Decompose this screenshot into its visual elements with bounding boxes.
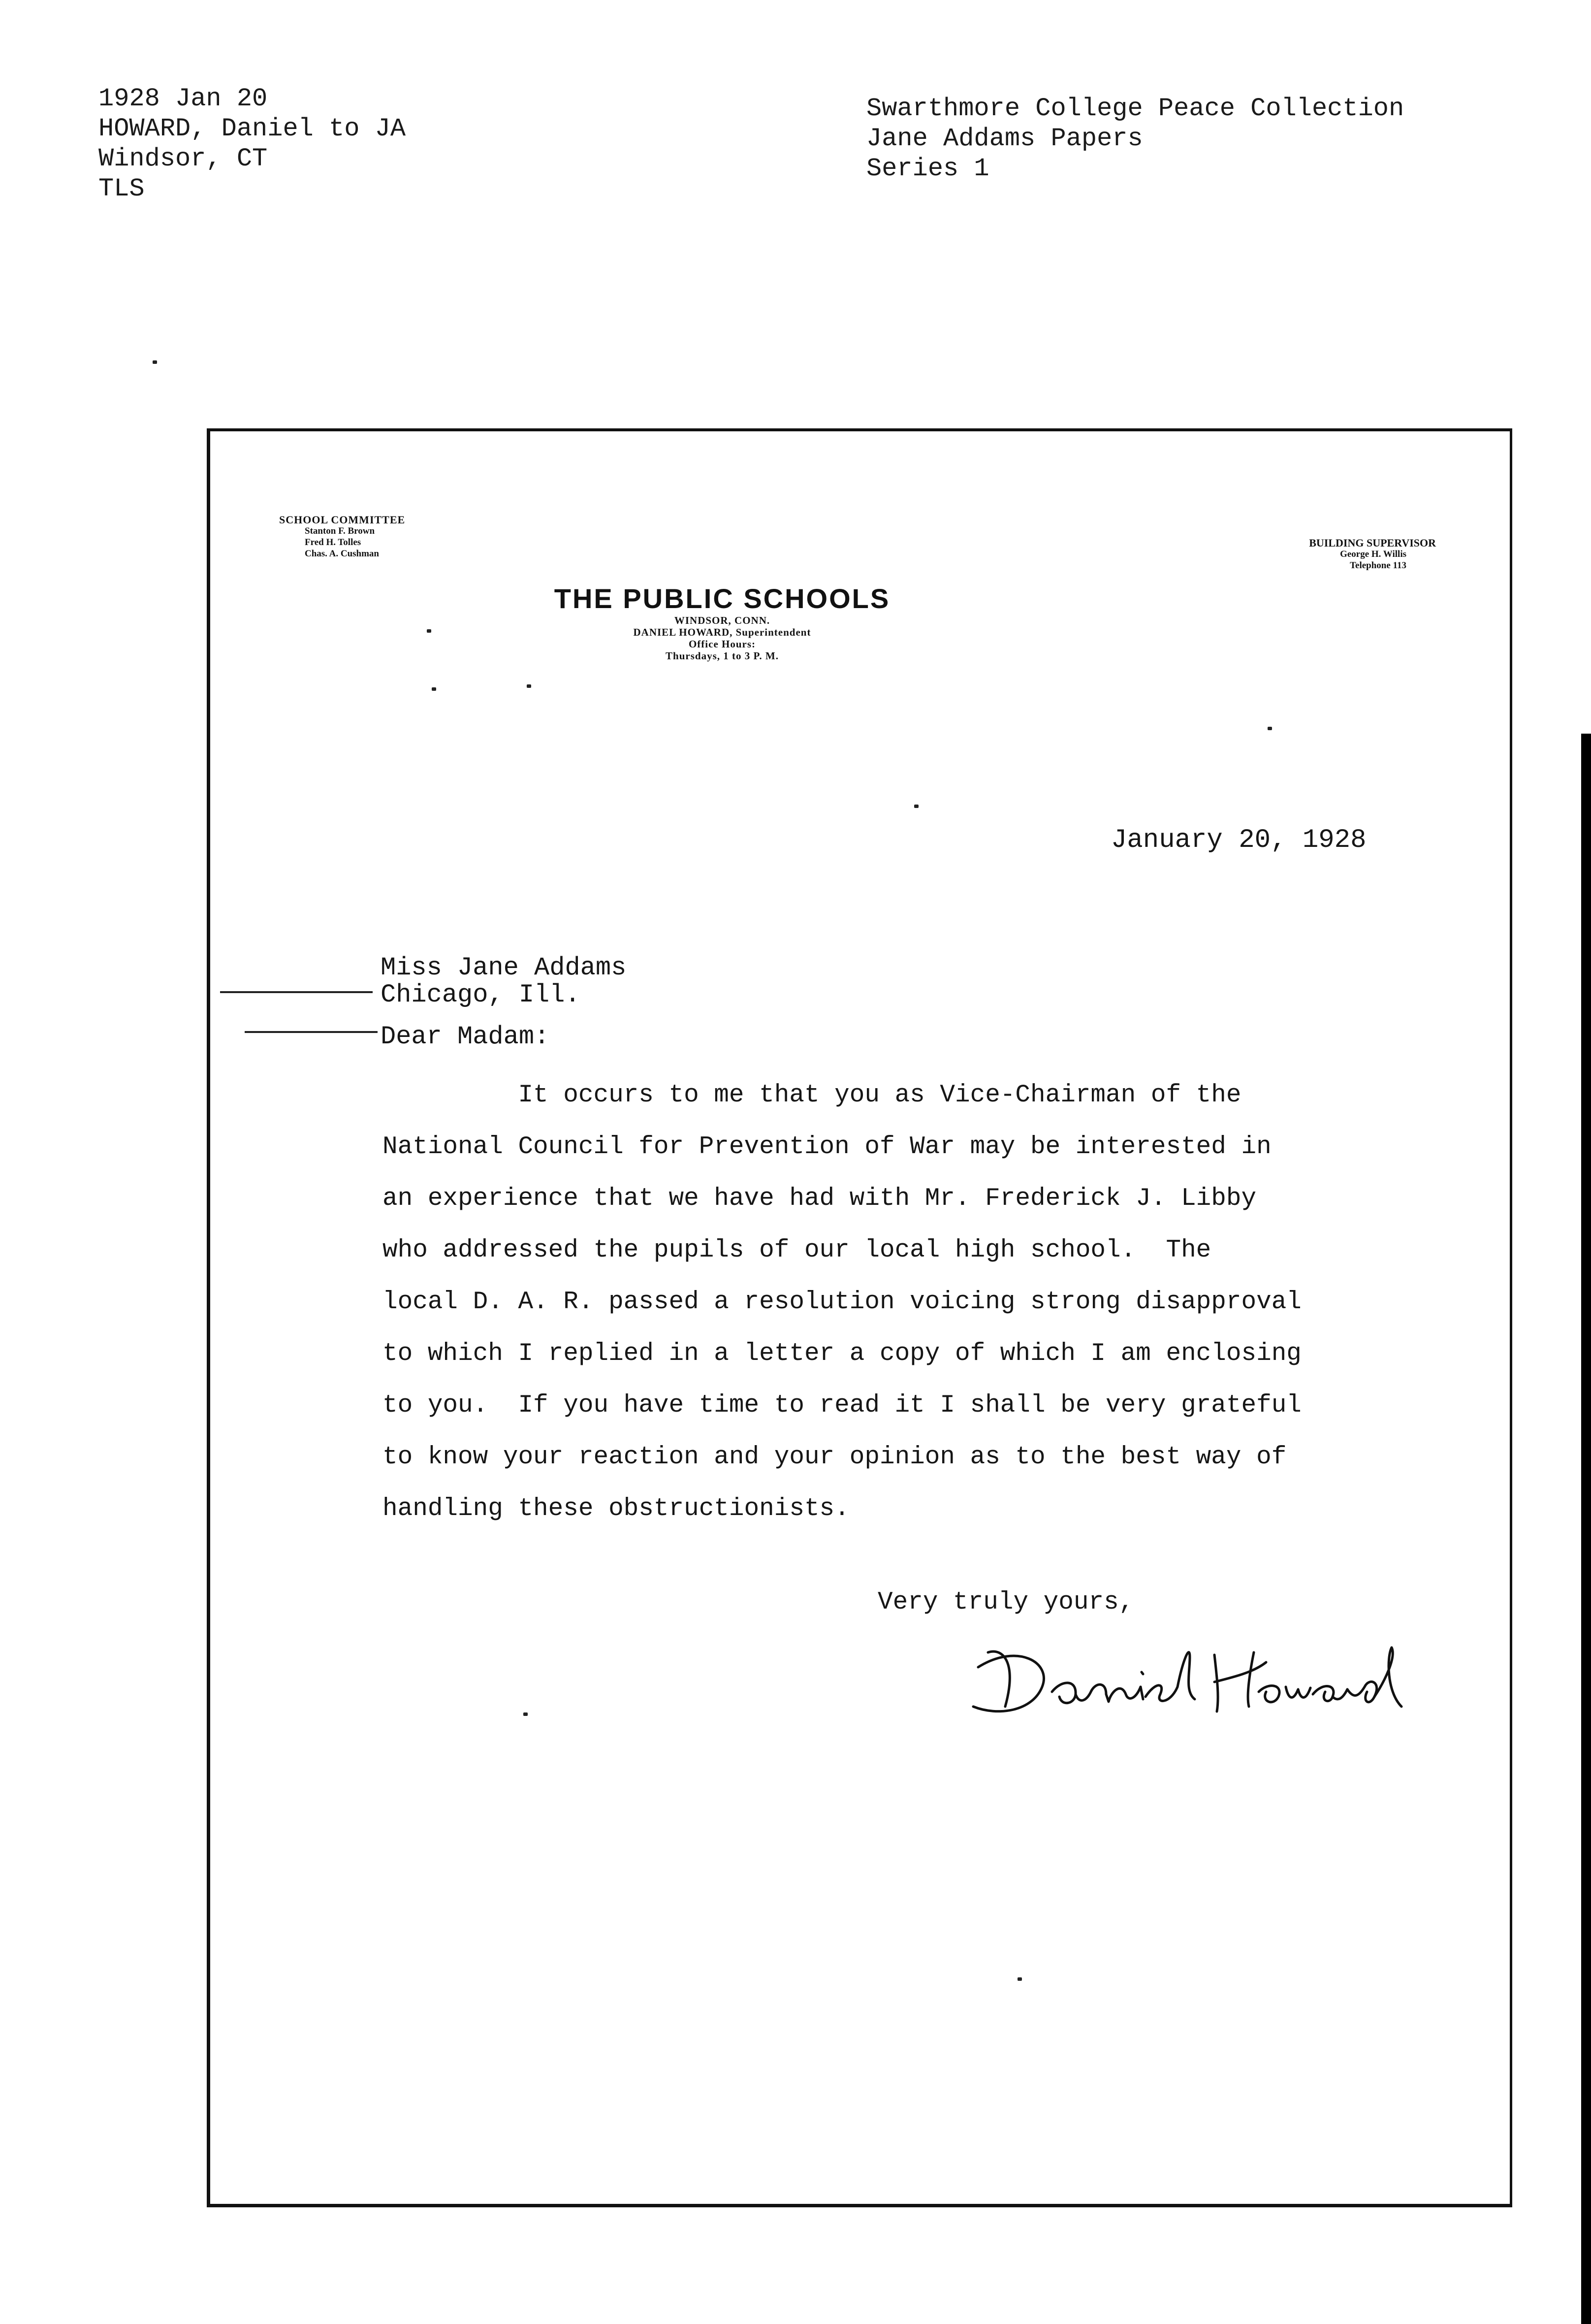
letterhead-title: THE PUBLIC SCHOOLS	[554, 583, 891, 614]
archive-doc-type: TLS	[98, 174, 145, 203]
body-line: an experience that we have had with Mr. Frederick J. Libby	[382, 1185, 1257, 1213]
committee-member: Fred H. Tolles	[305, 537, 361, 548]
body-line: who addressed the pupils of our local high school. The	[382, 1236, 1211, 1264]
archive-location: Windsor, CT	[98, 144, 268, 173]
scan-speck	[432, 687, 436, 691]
scan-speck	[153, 360, 157, 364]
letter-closing: Very truly yours,	[878, 1588, 1134, 1616]
archive-correspondents: HOWARD, Daniel to JA	[98, 114, 406, 143]
body-line: National Council for Prevention of War may be interested in	[382, 1133, 1272, 1161]
scan-edge-border	[1581, 734, 1591, 2324]
body-line: handling these obstructionists.	[382, 1495, 850, 1523]
margin-rule	[220, 991, 373, 993]
scan-speck	[523, 1712, 528, 1716]
committee-member: Chas. A. Cushman	[305, 549, 379, 559]
scan-speck	[1018, 1977, 1022, 1981]
letter-page	[207, 428, 1512, 2207]
supervisor-title: BUILDING SUPERVISOR	[1309, 537, 1436, 549]
supervisor-name: George H. Willis	[1340, 549, 1406, 559]
margin-rule	[245, 1031, 378, 1033]
body-line: to you. If you have time to read it I shall be very grateful	[382, 1391, 1302, 1420]
body-line: It occurs to me that you as Vice-Chairman of the	[382, 1081, 1241, 1109]
salutation: Dear Madam:	[381, 1022, 550, 1051]
committee-member: Stanton F. Brown	[305, 526, 375, 536]
supervisor-phone: Telephone 113	[1350, 560, 1406, 571]
letterhead-center	[486, 583, 958, 662]
archive-catalog-info	[98, 84, 406, 204]
body-line: to which I replied in a letter a copy of which I am enclosing	[382, 1340, 1302, 1368]
series-name: Series 1	[866, 154, 989, 183]
body-line: local D. A. R. passed a resolution voicing strong disapproval	[382, 1288, 1302, 1316]
recipient-city: Chicago, Ill.	[381, 980, 580, 1009]
recipient-name: Miss Jane Addams	[381, 953, 627, 982]
body-line: to know your reaction and your opinion as to the best way of	[382, 1443, 1287, 1471]
letter-date: January 20, 1928	[1111, 825, 1367, 855]
letterhead-superintendent: DANIEL HOWARD, Superintendent	[633, 626, 811, 638]
archive-date: 1928 Jan 20	[98, 84, 268, 113]
letterhead-office-hours-label: Office Hours:	[688, 638, 756, 650]
collection-name: Swarthmore College Peace Collection	[866, 94, 1404, 123]
papers-name: Jane Addams Papers	[866, 124, 1143, 153]
scan-speck	[1268, 727, 1272, 730]
handwritten-signature	[958, 1633, 1411, 1731]
scan-speck	[914, 805, 919, 808]
committee-title: SCHOOL COMMITTEE	[279, 514, 406, 526]
archive-collection-info	[866, 94, 1404, 184]
scan-speck	[427, 629, 431, 633]
building-supervisor-block	[1309, 537, 1436, 571]
school-committee-block	[279, 514, 405, 559]
letterhead-place: WINDSOR, CONN.	[674, 614, 770, 626]
letterhead-office-hours: Thursdays, 1 to 3 P. M.	[666, 650, 779, 662]
